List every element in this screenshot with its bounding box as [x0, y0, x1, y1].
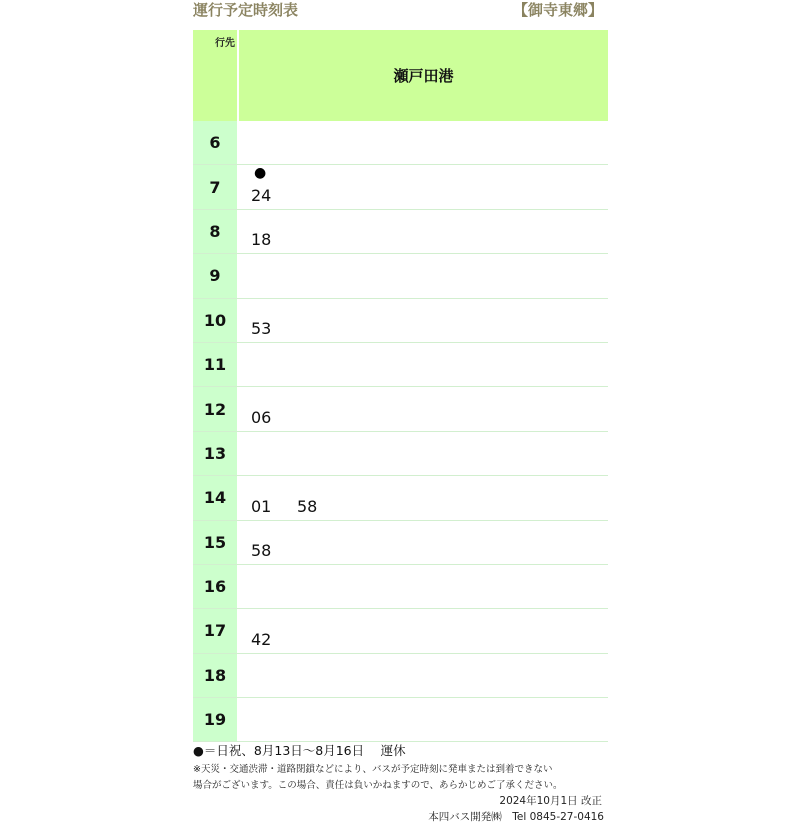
- timetable-rows: [193, 121, 608, 742]
- hour-label: 8: [193, 210, 237, 253]
- minutes-cell: [239, 565, 608, 608]
- departure-time: [239, 476, 285, 519]
- minutes-cell: [239, 432, 608, 475]
- hour-row: [193, 521, 608, 565]
- hour-label: 6: [193, 121, 237, 164]
- timetable: [193, 30, 608, 742]
- holiday-suspension-mark: ●: [254, 165, 267, 182]
- minutes-cell: [239, 343, 608, 386]
- minutes-cell: [239, 254, 608, 297]
- hour-row: [193, 210, 608, 254]
- minutes-cell: [239, 654, 608, 697]
- hour-label: 12: [193, 387, 237, 430]
- revision-date: 2024年10月1日 改正: [499, 795, 602, 807]
- legend-note: ●＝日祝、8月13日～8月16日 運休: [193, 743, 406, 758]
- hour-row: [193, 387, 608, 431]
- hour-label: 14: [193, 476, 237, 519]
- hour-label: 19: [193, 698, 237, 741]
- departure-minute: 58: [251, 540, 272, 560]
- destination-header-label: 行先: [215, 38, 235, 49]
- hour-row: [193, 476, 608, 520]
- departure-minute: 53: [251, 318, 272, 338]
- hour-row: [193, 654, 608, 698]
- departure-time: [239, 609, 285, 652]
- hour-row: [193, 299, 608, 343]
- hour-label: 10: [193, 299, 237, 342]
- header-row: [193, 30, 608, 121]
- disclaimer-note: [193, 762, 613, 794]
- stop-name: 【御寺東郷】: [512, 1, 603, 19]
- disclaimer-line-2: 場合がございます。この場合、責任は負いかねますので、あらかじめご了承ください。: [193, 780, 563, 791]
- departure-time: [285, 476, 331, 519]
- hour-label: 11: [193, 343, 237, 386]
- departure-time: [239, 299, 285, 342]
- header-hour-cell: [193, 30, 237, 121]
- hour-row: [193, 609, 608, 653]
- page-title: 運行予定時刻表: [193, 1, 299, 19]
- hour-row: [193, 165, 608, 209]
- minutes-cell: [239, 299, 608, 342]
- minutes-cell: [239, 165, 608, 208]
- minutes-cell: [239, 121, 608, 164]
- minutes-cell: [239, 387, 608, 430]
- hour-row: [193, 565, 608, 609]
- hour-label: 18: [193, 654, 237, 697]
- minutes-cell: [239, 521, 608, 564]
- hour-label: 15: [193, 521, 237, 564]
- company-contact: 本四バス開発㈱ Tel 0845-27-0416: [428, 811, 604, 823]
- departure-time: [239, 165, 285, 208]
- hour-row: [193, 121, 608, 165]
- hour-label: 7: [193, 165, 237, 208]
- departure-time: [239, 387, 285, 430]
- destination-name: 瀬戸田港: [239, 30, 608, 121]
- departure-minute: 18: [251, 230, 272, 250]
- departure-time: [239, 210, 285, 253]
- minutes-cell: [239, 698, 608, 741]
- hour-row: [193, 343, 608, 387]
- hour-row: [193, 432, 608, 476]
- departure-minute: 01: [251, 496, 272, 516]
- minutes-cell: [239, 609, 608, 652]
- departure-minute: 42: [251, 629, 272, 649]
- departure-minute: 06: [251, 407, 272, 427]
- disclaimer-line-1: ※天災・交通渋滞・道路閉鎖などにより、バスが予定時刻に発車または到着できない: [193, 764, 553, 775]
- hour-row: [193, 254, 608, 298]
- hour-label: 16: [193, 565, 237, 608]
- hour-label: 13: [193, 432, 237, 475]
- departure-minute: 24: [251, 185, 272, 205]
- minutes-cell: [239, 210, 608, 253]
- hour-label: 9: [193, 254, 237, 297]
- hour-label: 17: [193, 609, 237, 652]
- departure-minute: 58: [297, 496, 318, 516]
- minutes-cell: [239, 476, 608, 519]
- departure-time: [239, 521, 285, 564]
- hour-row: [193, 698, 608, 742]
